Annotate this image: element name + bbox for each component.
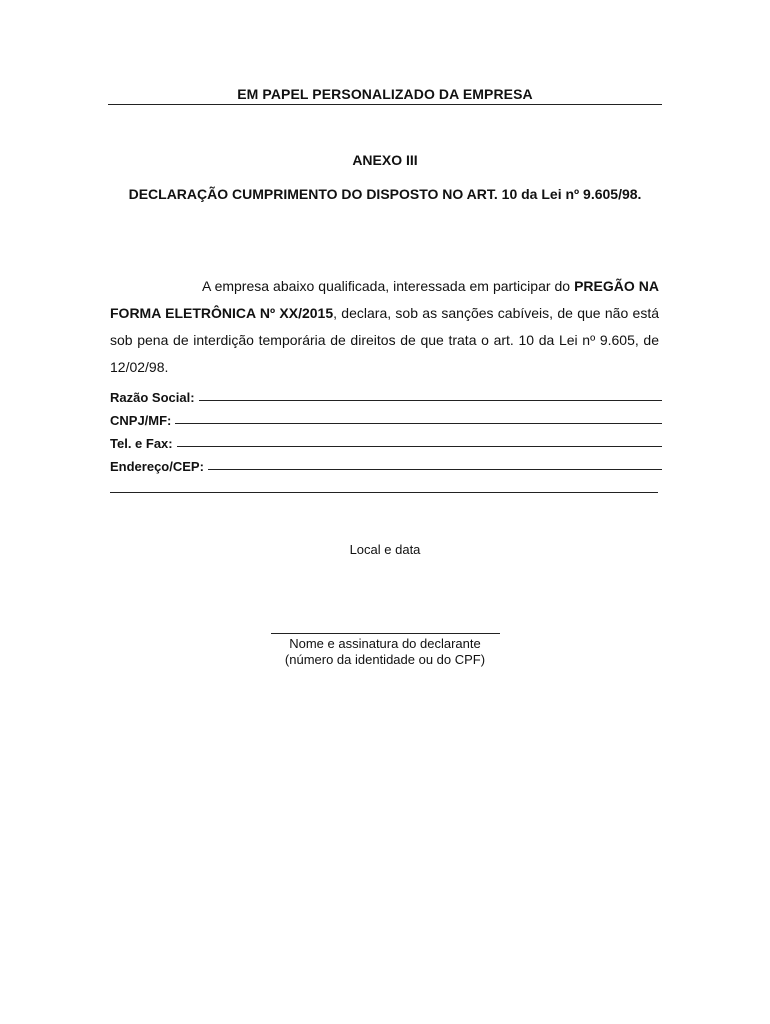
- company-fields: [110, 382, 662, 497]
- field-address-continuation: [110, 474, 662, 497]
- signature-name-caption: Nome e assinatura do declarante: [289, 636, 481, 651]
- field-blank-phone-fax: [177, 434, 662, 447]
- field-label-address: Endereço/CEP:: [110, 459, 204, 474]
- signature-id-caption: (número da identidade ou do CPF): [284, 652, 486, 667]
- field-label-cnpj: CNPJ/MF:: [110, 413, 172, 428]
- signature-line: [271, 633, 500, 634]
- field-blank-cnpj: [175, 411, 662, 424]
- letterhead-rule: [108, 104, 662, 105]
- field-blank-company-name: [199, 388, 662, 401]
- place-and-date: Local e data: [349, 542, 421, 557]
- annex-title: ANEXO III: [352, 152, 418, 168]
- letterhead-title: EM PAPEL PERSONALIZADO DA EMPRESA: [237, 86, 533, 102]
- body-text-bid-reference: PREGÃO NA FORMA ELETRÔNICA Nº XX/2015: [110, 278, 659, 321]
- field-address: [110, 451, 662, 474]
- declaration-body: [110, 273, 659, 381]
- field-blank-address: [208, 457, 662, 470]
- field-label-phone-fax: Tel. e Fax:: [110, 436, 173, 451]
- field-phone-fax: [110, 428, 662, 451]
- field-cnpj: [110, 405, 662, 428]
- body-text-declaration: , declara, sob as sanções cabíveis, de que não está sob pena de interdição temporária de direitos de que trata o art. 10 da Lei nº 9.605, de 12/02/98.: [110, 305, 659, 375]
- field-blank-address-continuation: [110, 480, 658, 493]
- body-text-intro: A empresa abaixo qualificada, interessada em participar do: [202, 278, 575, 294]
- declaration-title: DECLARAÇÃO CUMPRIMENTO DO DISPOSTO NO ART. 10 da Lei nº 9.605/98.: [128, 186, 642, 202]
- field-label-company-name: Razão Social:: [110, 390, 195, 405]
- field-company-name: [110, 382, 662, 405]
